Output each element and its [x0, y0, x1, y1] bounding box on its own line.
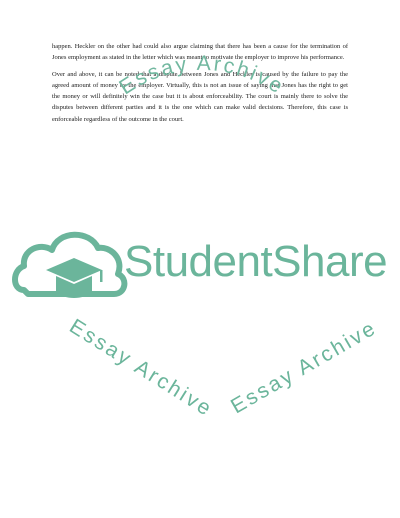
watermark-bottom-right-text: Essay Archive [227, 316, 381, 419]
studentshare-logo-text: StudentShare [124, 237, 388, 286]
paragraph-1: happen. Heckler on the other had could also argue claiming that there has been a cause for the termination of Jones employment as stated in the letter which was meant to motivate the employer to improve his performance. [52, 43, 348, 62]
watermark-bottom-left-text: Essay Archive [65, 314, 217, 422]
paragraph-2: Over and above, it can be noted that a dispute between Jones and Heckler is caused by the failure to pay the agreed amount of money by the employer. Virtually, this is not an issue of saying that Jones has the right to get the money or will definitely win the case but it is about enforceability. The court is mainly there to solve the disputes between different parties and it is the one which can make valid decisions. Therefore, this case is enforceable regardless of the outcome in the court. [52, 70, 348, 123]
document-body [52, 41, 348, 130]
cloud-graduation-cap-icon [15, 235, 124, 298]
watermark-arc-top-path: Essay Archive [115, 51, 289, 100]
